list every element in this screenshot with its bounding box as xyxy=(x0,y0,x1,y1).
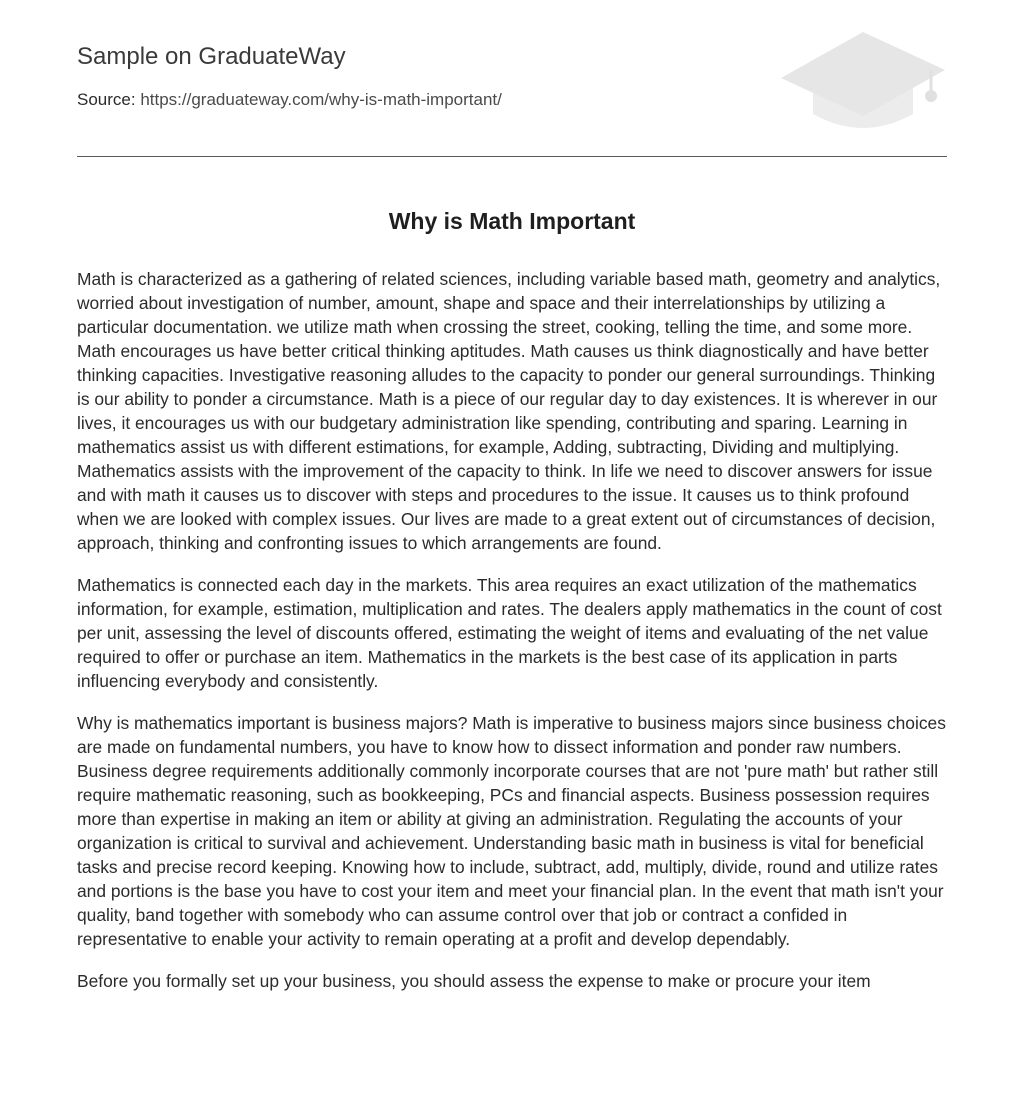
document-page xyxy=(77,0,947,1011)
source-link[interactable]: https://graduateway.com/why-is-math-important/ xyxy=(140,90,502,109)
site-title: Sample on GraduateWay xyxy=(77,43,346,70)
paragraph: Mathematics is connected each day in the markets. This area requires an exact utilization of the mathematics information, for example, estimation, multiplication and rates. The dealers apply mathematics in the count of cost per unit, assessing the level of discounts offered, estimating the weight of items and evaluating of the net value required to offer or purchase an item. Mathematics in the markets is the best case of its application in parts influencing everybody and consistently. xyxy=(77,575,942,691)
paragraph: Why is mathematics important is business majors? Math is imperative to business majors since business choices are made on fundamental numbers, you have to know how to dissect information and ponder raw numbers. Business degree requirements additionally commonly incorporate courses that are not 'pure math' but rather still require mathematic reasoning, such as bookkeeping, PCs and financial aspects. Business possession requires more than expertise in making an item or ability at giving an administration. Regulating the accounts of your organization is critical to survival and achievement. Understanding basic math in business is vital for beneficial tasks and precise record keeping. Knowing how to include, subtract, add, multiply, divide, round and utilize rates and portions is the base you have to cost your item and meet your financial plan. In the event that math isn't your quality, band together with somebody who can assume control over that job or contract a confided in representative to enable your activity to remain operating at a profit and develop dependably. xyxy=(77,713,946,949)
document-title: Why is Math Important xyxy=(388,208,636,234)
source-line xyxy=(77,90,502,110)
paragraph: Math is characterized as a gathering of related sciences, including variable based math, geometry and analytics, worried about investigation of number, amount, shape and space and their interrelationships by utilizing a particular documentation. we utilize math when crossing the street, cooking, telling the time, and some more. Math encourages us have better critical thinking aptitudes. Math causes us think diagnostically and have better thinking capacities. Investigative reasoning alludes to the capacity to ponder our general surroundings. Thinking is our ability to ponder a circumstance. Math is a piece of our regular day to day existences. It is wherever in our lives, it encourages us with our budgetary administration like spending, contributing and sparing. Learning in mathematics assist us with different estimations, for example, Adding, subtracting, Dividing and multiplying. Mathematics assists with the improvement of the capacity to think. In life we need to discover answers for issue and with math it causes us to discover with steps and procedures to the issue. It causes us to think profound when we are looked with complex issues. Our lives are made to a great extent out of circumstances of decision, approach, thinking and confronting issues to which arrangements are found. xyxy=(77,269,941,553)
graduation-cap-icon xyxy=(779,30,947,134)
page-header xyxy=(77,0,947,157)
source-label: Source: xyxy=(77,90,136,109)
paragraph: Before you formally set up your business, you should assess the expense to make or procure your item xyxy=(77,971,871,991)
document-body xyxy=(77,267,947,993)
